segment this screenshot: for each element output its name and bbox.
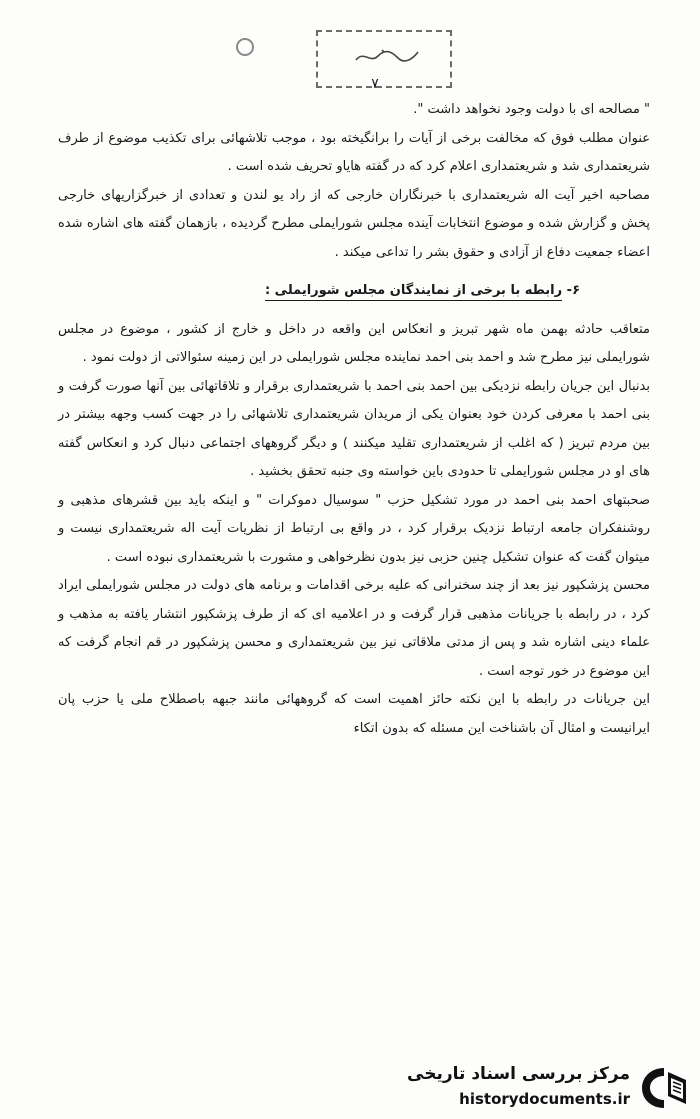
- archive-website: historydocuments.ir: [459, 1090, 630, 1108]
- section-number: ۶-: [566, 283, 580, 298]
- stamp-circle: [236, 38, 254, 56]
- document-body: [58, 96, 650, 743]
- archive-name: مرکز بررسی اسناد تاریخی: [407, 1064, 630, 1084]
- stamp-scribble-icon: [352, 46, 422, 66]
- paragraph-denial: عنوان مطلب فوق که مخالفت برخی از آیات را برانگیخته بود ، موجب تلاشهائی برای تکذیب موضوع از طرف شریعتمداری شد و شریعتمداری اعلام کرد که در گفته هایاو تحریف شده است .: [58, 130, 650, 174]
- archive-watermark: [407, 1062, 700, 1114]
- section-title: رابطه با برخی از نمایندگان مجلس شورایملی :: [265, 283, 562, 301]
- paragraph-social-democrat: صحبتهای احمد بنی احمد در مورد تشکیل حزب " سوسیال دموکرات " و اینکه باید بین قشرهای مذهبی و روشنفکران جامعه ارتباط نزدیک برقرار کرد ، در واقع بی ارتباط از نظریات آیت اله شریعتمداری نیست و میتوان گفت که عنوان تشکیل چنین حزبی نیز بدون نظرخواهی و مشورت با شریعتمداری نبوده است .: [58, 492, 650, 565]
- paragraph-bani-ahmad: بدنبال این جریان رابطه نزدیکی بین احمد بنی احمد با شریعتمداری برقرار و تلاقاتهائی بین آنها صورت گرفت و بنی احمد با معرفی کردن خود بعنوان یکی از مریدان شریعتمداری تلاشهائی را در جهت کسب وجهه بیشتر در بین مردم تبریز ( که اغلب از شریعتمداری تقلید میکنند ) و دیگر گروههای اجتماعی دنبال کرد و انعکاس گفته های او در مجلس شورایملی تا حدودی باین خواسته وی جنبه تحقق بخشید .: [58, 378, 650, 479]
- paragraph-tabriz-event: متعاقب حادثه بهمن ماه شهر تبریز و انعکاس این واقعه در داخل و خارج از کشور ، موضوع در مجلس شورایملی نیز مطرح شد و احمد بنی احمد نماینده مجلس شورایملی در این زمینه سئوالاتی از دولت نمود .: [58, 321, 650, 365]
- paragraph-national-front: این جریانات در رابطه با این نکته حائز اهمیت است که گروههائی مانند جبهه باصطلاح ملی یا حزب پان ایرانیست و امثال آن باشناخت این مسئله که بدون اتکاء: [58, 692, 650, 736]
- paragraph-interview: مصاحبه اخیر آیت اله شریعتمداری با خبرنگاران خارجی که از راد یو لندن و تعدادی از خبرگزاریهای خارجی پخش و گزارش شده و موضوع انتخابات آینده مجلس شورایملی مطرح گردیده ، بازهمان گفته های اشاره شده اعضاء جمعیت دفاع از آزادی و حقوق بشر را تداعی میکند .: [58, 187, 650, 260]
- section-heading: [58, 277, 650, 306]
- paragraph-pezeshkpour: محسن پزشکپور نیز بعد از چند سخنرانی که علیه برخی اقدامات و برنامه های دولت در مجلس شورایملی ایراد کرد ، در رابطه با جریانات مذهبی قرار گرفت و در اعلامیه ای که از طرف پزشکپور انتشار یافته به مذهب و علماء دینی اشاره شد و پس از مدتی ملاقاتی نیز بین شریعتمداری و محسن پزشکپور در قم انجام گرفت که این موضوع در خور توجه است .: [58, 578, 650, 679]
- history-documents-logo-icon: [638, 1064, 690, 1112]
- paragraph-quote: " مصالحه ای با دولت وجود نخواهد داشت ".: [413, 102, 650, 117]
- page-number: ۷: [371, 76, 379, 92]
